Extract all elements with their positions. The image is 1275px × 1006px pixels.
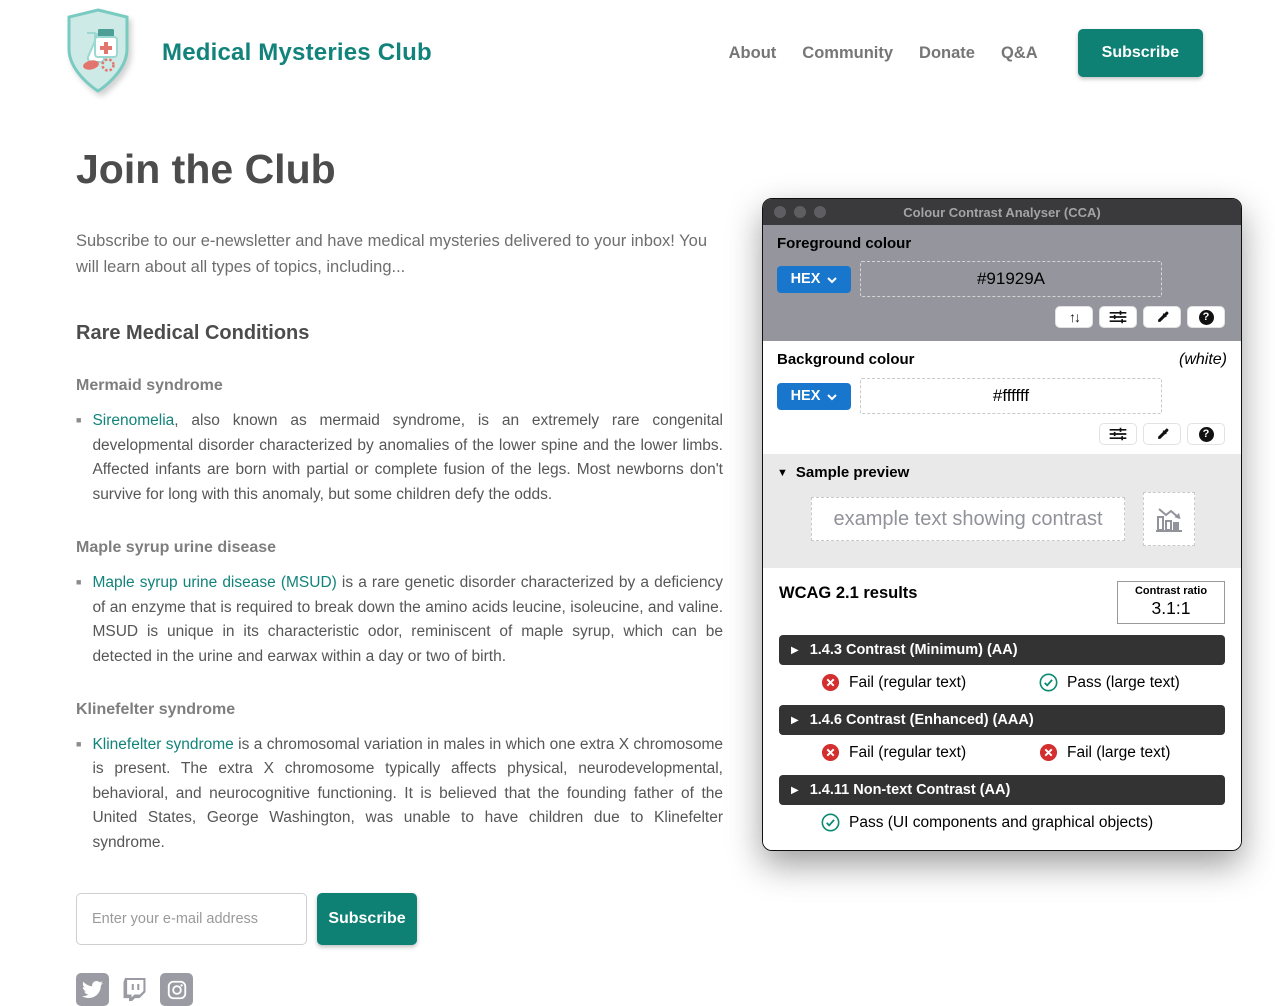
wcag-section-143[interactable]	[779, 635, 1225, 665]
result-label: Fail (regular text)	[849, 743, 967, 761]
nav-link-qa[interactable]: Q&A	[1000, 43, 1038, 62]
eyedropper-button[interactable]	[1143, 306, 1181, 328]
fail-icon	[821, 673, 840, 692]
wcag-section-1411[interactable]	[779, 775, 1225, 805]
background-colour-note: (white)	[1178, 351, 1227, 368]
bullet-marker-icon: ■	[76, 415, 82, 426]
condition-description: , also known as mermaid syndrome, is an extremely rare congenital developmental disorder characterized by anomalies of the lower spine and the lower limbs. Affected infants are born with partial or complete fusion of the legs. Most newborns don't survive for long with this anomaly, but some children defy the odds.	[92, 412, 723, 503]
main-nav	[729, 29, 1203, 77]
colour-sliders-button[interactable]	[1099, 423, 1137, 445]
site-title: Medical Mysteries Club	[162, 39, 432, 66]
foreground-panel	[763, 225, 1241, 341]
help-button[interactable]	[1187, 423, 1225, 445]
nav-link-donate[interactable]: Donate	[919, 43, 975, 62]
newsletter-form	[76, 893, 723, 945]
result-label: Fail (large text)	[1067, 743, 1171, 761]
condition-description: is a rare genetic disorder characterized by a deficiency of an enzyme that is required to break down the amino acids leucine, isoleucine, and valine. MSUD is unique in its characteristic odor, reminiscent of maple syrup, which can be detected in the urine and earwax within a day or two of birth.	[92, 574, 724, 665]
condition-text	[92, 733, 723, 855]
instagram-icon[interactable]	[160, 973, 193, 1006]
list-item	[76, 571, 723, 669]
condition-heading: Maple syrup urine disease	[76, 539, 277, 557]
contrast-ratio-label: Contrast ratio	[1134, 585, 1208, 597]
help-button[interactable]	[1187, 306, 1225, 328]
foreground-label: Foreground colour	[777, 235, 912, 252]
result-label: Pass (large text)	[1067, 673, 1180, 691]
form-subscribe-button[interactable]: Subscribe	[317, 893, 417, 945]
condition-block	[76, 377, 723, 507]
chevron-down-icon	[827, 277, 837, 284]
wcag-section-heading: 1.4.6 Contrast (Enhanced) (AAA)	[809, 712, 1034, 728]
sample-preview-toggle[interactable]	[777, 464, 1227, 481]
pass-icon	[821, 813, 840, 832]
bullet-marker-icon: ■	[76, 739, 82, 749]
bullet-marker-icon: ■	[76, 577, 82, 588]
background-format-select[interactable]	[777, 383, 851, 410]
background-hex-input[interactable]	[860, 378, 1162, 414]
wcag-section-heading: 1.4.11 Non-text Contrast (AA)	[809, 782, 1011, 798]
chevron-down-icon	[827, 394, 837, 401]
cca-titlebar[interactable]	[763, 199, 1241, 225]
foreground-format-select[interactable]	[777, 266, 851, 293]
colour-sliders-button[interactable]	[1099, 306, 1137, 328]
sliders-icon	[1108, 310, 1128, 324]
twitter-icon[interactable]	[76, 973, 109, 1006]
fail-icon	[821, 743, 840, 762]
list-item	[76, 409, 723, 507]
result-label: Pass (UI components and graphical objects)	[849, 813, 1154, 831]
format-value: HEX	[790, 388, 821, 404]
expand-triangle-icon: ▶	[791, 644, 799, 656]
sample-text-box[interactable]: example text showing contrast	[811, 497, 1125, 541]
page-title: Join the Club	[76, 146, 336, 192]
wcag-result-item	[821, 743, 1039, 762]
collapse-triangle-icon: ▼	[777, 466, 788, 479]
sliders-icon	[1108, 427, 1128, 441]
sample-preview-label: Sample preview	[795, 464, 910, 481]
condition-link[interactable]: Sirenomelia	[92, 412, 175, 430]
format-value: HEX	[790, 271, 821, 287]
eyedropper-button[interactable]	[1143, 423, 1181, 445]
wcag-section-heading: 1.4.3 Contrast (Minimum) (AA)	[809, 642, 1018, 658]
intro-paragraph: Subscribe to our e-newsletter and have medical mysteries delivered to your inbox! You will learn about all types of topics, including...	[76, 232, 708, 276]
condition-block	[76, 701, 723, 855]
section-title: Rare Medical Conditions	[76, 322, 310, 345]
wcag-result-item	[1039, 743, 1242, 762]
club-logo-shield-icon	[64, 7, 132, 99]
header-subscribe-button[interactable]: Subscribe	[1078, 29, 1203, 77]
expand-triangle-icon: ▶	[791, 784, 799, 796]
list-item	[76, 733, 723, 855]
email-input[interactable]	[76, 893, 307, 945]
sample-preview-panel	[763, 454, 1241, 568]
condition-heading: Klinefelter syndrome	[76, 701, 236, 718]
swap-arrows-icon: ↑↓	[1069, 309, 1079, 325]
wcag-results-title: WCAG 2.1 results	[779, 584, 918, 602]
condition-description: is a chromosomal variation in males in which one extra X chromosome is present. The extra X chromosome typically affects physical, neurodevelopmental, behavioral, and neurocognitive functioning. It is believed that the founding father of the United States, George Washington, was unable to have children due to Klinefelter syndrome.	[92, 736, 723, 851]
eyedropper-icon	[1155, 310, 1170, 325]
wcag-result-item	[821, 813, 1153, 832]
site-header	[0, 0, 1275, 96]
contrast-ratio-value: 3.1:1	[1151, 598, 1191, 618]
condition-text	[92, 409, 723, 507]
cca-window	[762, 198, 1242, 851]
contrast-ratio-box	[1117, 581, 1225, 624]
wcag-results-panel	[763, 568, 1241, 850]
condition-link[interactable]: Maple syrup urine disease (MSUD)	[92, 574, 337, 592]
condition-block	[76, 539, 723, 669]
window-title: Colour Contrast Analyser (CCA)	[903, 204, 1101, 220]
condition-text	[92, 571, 723, 669]
wcag-result-item	[821, 673, 1039, 692]
question-mark-icon: ?	[1199, 310, 1214, 325]
expand-triangle-icon: ▶	[791, 714, 799, 726]
background-label: Background colour	[777, 351, 915, 368]
wcag-section-146[interactable]	[779, 705, 1225, 735]
condition-link[interactable]: Klinefelter syndrome	[92, 736, 234, 753]
swap-colours-button[interactable]	[1055, 306, 1093, 328]
chart-preview-icon	[1151, 501, 1187, 537]
question-mark-icon: ?	[1199, 427, 1214, 442]
condition-heading: Mermaid syndrome	[76, 377, 223, 395]
sample-graphics-button[interactable]	[1143, 492, 1195, 546]
main-content	[76, 146, 723, 1006]
eyedropper-icon	[1155, 427, 1170, 442]
fail-icon	[1039, 743, 1058, 762]
background-panel	[763, 341, 1241, 454]
social-links	[76, 973, 723, 1006]
twitch-icon[interactable]	[118, 973, 151, 1006]
nav-link-about[interactable]: About	[728, 43, 777, 62]
foreground-hex-input[interactable]	[860, 261, 1162, 297]
result-label: Fail (regular text)	[849, 673, 967, 691]
wcag-result-item	[1039, 673, 1242, 692]
pass-icon	[1039, 673, 1058, 692]
nav-link-community[interactable]: Community	[802, 43, 894, 62]
